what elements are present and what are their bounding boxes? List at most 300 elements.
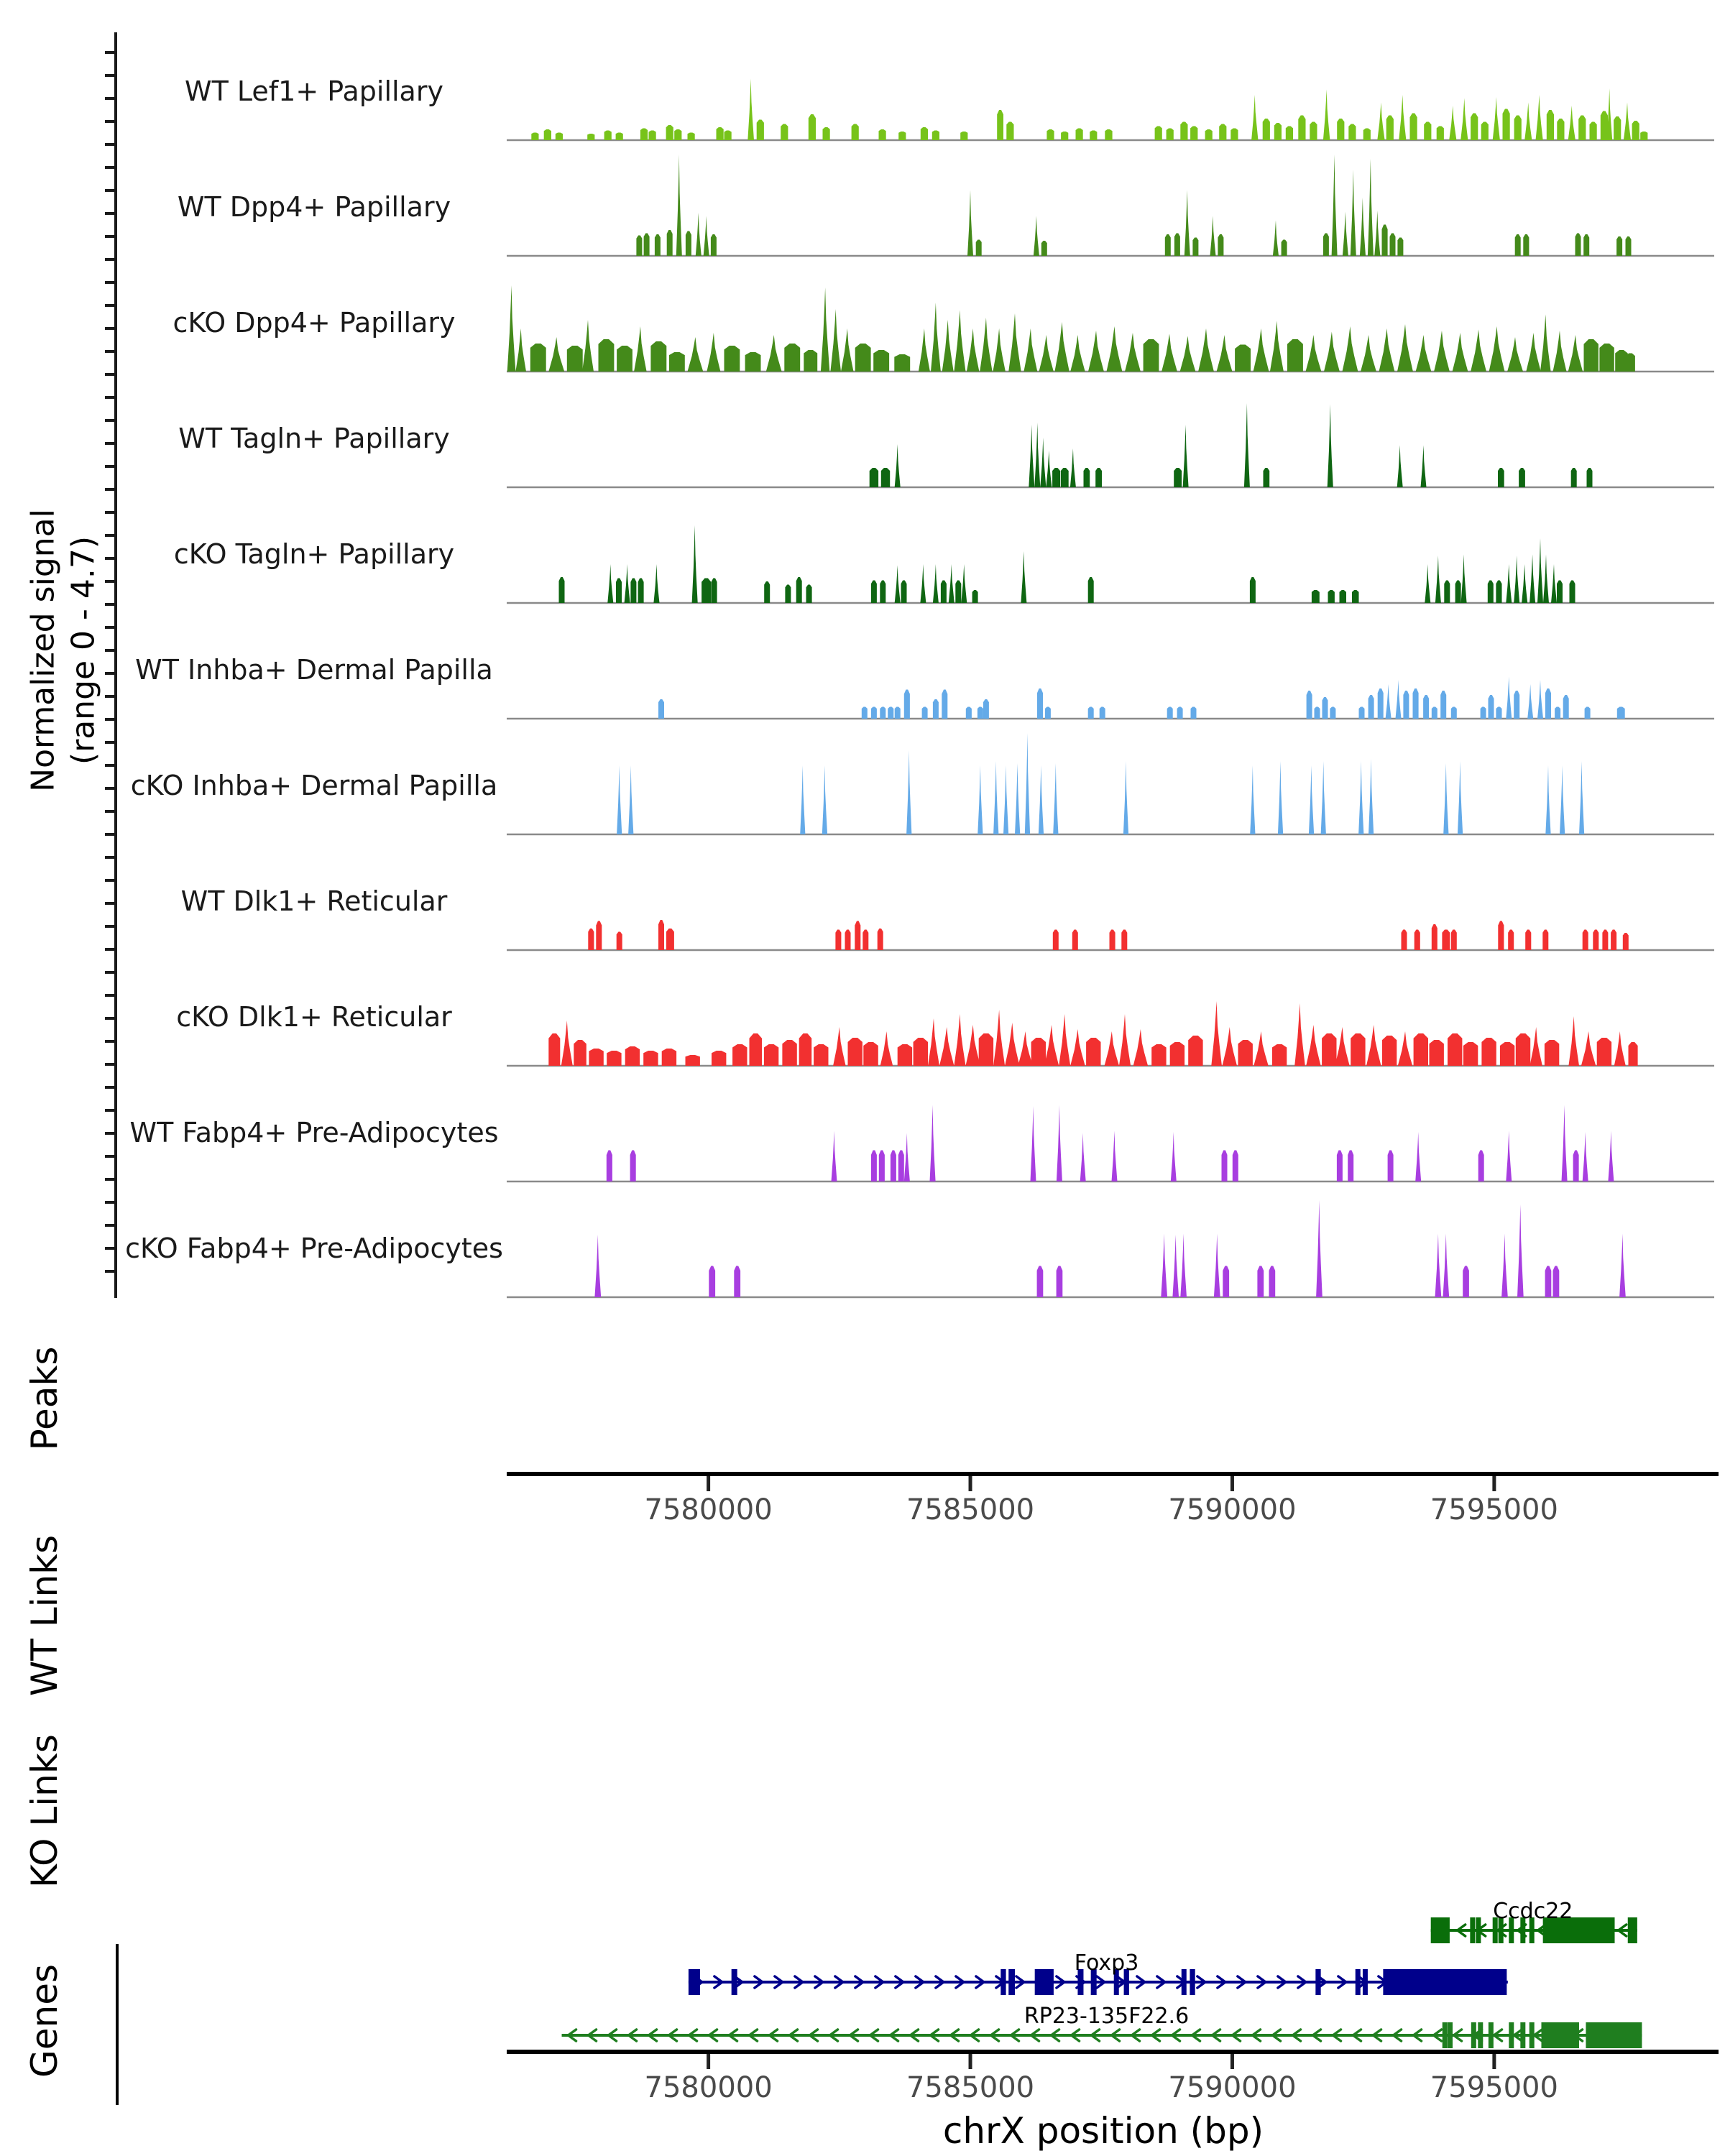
signal-peak — [1545, 1040, 1559, 1066]
signal-peak — [556, 133, 563, 141]
signal-peak — [1335, 1027, 1349, 1066]
signal-peak — [1611, 930, 1616, 951]
signal-peak — [1397, 238, 1403, 257]
signal-peak — [1471, 114, 1478, 141]
signal-peak — [1545, 1266, 1552, 1298]
gene-exon — [1182, 1969, 1187, 1995]
signal-peak — [1057, 1266, 1063, 1298]
signal-peak — [1351, 1033, 1365, 1066]
signal-peak — [1523, 234, 1529, 256]
signal-peak — [1031, 1038, 1046, 1066]
signal-peak — [1536, 95, 1543, 140]
signal-peak — [1629, 1042, 1638, 1066]
signal-peak — [1254, 328, 1269, 372]
signal-peak — [1478, 1151, 1484, 1182]
signal-peak — [914, 1038, 928, 1066]
signal-peak — [1180, 122, 1187, 141]
signal-peak — [1061, 132, 1068, 140]
signal-peak — [748, 79, 754, 141]
signal-peak — [607, 564, 613, 603]
signal-peak — [1488, 581, 1494, 604]
signal-peak — [1585, 707, 1591, 719]
position-axis-tick-label: 7590000 — [1168, 2071, 1297, 2104]
signal-peak — [1632, 121, 1639, 140]
signal-peak — [881, 468, 890, 487]
signal-peak — [1423, 695, 1429, 719]
signal-peak — [919, 328, 930, 372]
y-axis-label-line2: (range 0 - 4.7) — [65, 535, 102, 765]
signal-peak — [764, 1044, 778, 1066]
signal-peak — [616, 579, 622, 604]
signal-peak — [588, 929, 594, 950]
signal-peak — [928, 1018, 939, 1066]
signal-peak — [1039, 335, 1054, 372]
signal-peak — [835, 930, 841, 951]
signal-peak — [954, 1014, 965, 1066]
signal-peak — [1323, 234, 1329, 257]
signal-peak — [1294, 1003, 1305, 1066]
signal-peak — [1547, 110, 1554, 140]
signal-peak — [1105, 129, 1112, 140]
signal-peak — [1337, 1151, 1343, 1182]
signal-peak — [898, 132, 906, 140]
signal-peak — [920, 564, 926, 603]
gene-exon — [1471, 2022, 1476, 2048]
signal-peak — [1270, 321, 1284, 372]
position-axis-tick-label: 7595000 — [1430, 2071, 1558, 2104]
signal-peak — [1398, 1031, 1412, 1066]
signal-peak — [1174, 468, 1182, 487]
signal-peak — [1379, 328, 1395, 372]
signal-peak — [784, 344, 800, 372]
signal-peak — [1597, 1038, 1611, 1066]
signal-peak — [1046, 129, 1054, 140]
signal-peak — [1573, 1151, 1579, 1182]
signal-peak — [1307, 691, 1312, 719]
signal-peak — [1524, 103, 1532, 141]
signal-peak — [1054, 322, 1069, 372]
signal-peak — [1584, 339, 1598, 372]
signal-peak — [1390, 234, 1396, 257]
signal-peak — [898, 1044, 912, 1066]
track-label-5: cKO Tagln+ Papillary — [173, 538, 455, 570]
signal-peak — [1214, 1234, 1220, 1298]
signal-peak — [804, 350, 817, 372]
signal-peak — [1414, 1033, 1428, 1066]
signal-peak — [1031, 1106, 1036, 1181]
signal-peak — [1223, 1266, 1229, 1298]
signal-peak — [1057, 1105, 1062, 1182]
signal-peak — [1581, 1031, 1596, 1066]
signal-peak — [1088, 577, 1094, 603]
signal-peak — [1272, 1044, 1287, 1066]
signal-peak — [1123, 761, 1128, 834]
gene-exon — [1586, 2022, 1642, 2048]
signal-peak — [1402, 930, 1407, 951]
signal-track-5 — [507, 525, 1714, 603]
signal-peak — [1396, 680, 1402, 719]
signal-peak — [1397, 324, 1413, 372]
signal-peak — [1274, 123, 1282, 140]
signal-peak — [1324, 332, 1340, 372]
signal-track-2 — [507, 155, 1714, 256]
signal-peak — [1458, 761, 1463, 834]
signal-peak — [1298, 116, 1305, 141]
signal-peak — [993, 761, 998, 834]
signal-peak — [1617, 707, 1625, 719]
signal-peak — [1515, 234, 1521, 256]
gene-exon — [1628, 1917, 1637, 1943]
signal-peak — [1583, 234, 1589, 256]
signal-peak — [1527, 684, 1533, 719]
gene-exon — [1000, 1969, 1006, 1995]
track-label-4: WT Tagln+ Papillary — [178, 423, 450, 454]
signal-peak — [833, 1027, 846, 1066]
signal-peak — [1614, 1031, 1626, 1066]
signal-peak — [870, 468, 878, 487]
signal-peak — [1205, 129, 1213, 140]
signal-peak — [1244, 403, 1250, 487]
signal-peak — [978, 707, 983, 719]
signal-peak — [863, 1042, 878, 1066]
signal-peak — [662, 1049, 676, 1066]
signal-peak — [638, 579, 644, 604]
signal-peak — [630, 1151, 636, 1182]
signal-peak — [904, 690, 910, 719]
signal-peak — [1310, 122, 1317, 141]
signal-peak — [1481, 707, 1486, 719]
signal-peak — [1323, 90, 1330, 141]
signal-peak — [1021, 551, 1026, 603]
signal-peak — [967, 190, 973, 257]
signal-peak — [895, 444, 901, 487]
signal-peak — [1263, 119, 1270, 140]
signal-peak — [1363, 129, 1371, 141]
signal-peak — [932, 131, 939, 141]
signal-peak — [1264, 468, 1270, 487]
signal-peak — [1223, 1027, 1237, 1066]
signal-peak — [933, 699, 939, 719]
signal-peak — [967, 328, 980, 372]
signal-peak — [574, 1040, 586, 1066]
signal-peak — [1545, 688, 1551, 719]
signal-peak — [1230, 129, 1238, 141]
signal-peak — [1233, 1151, 1238, 1182]
signal-peak — [1254, 1031, 1268, 1066]
signal-peak — [1095, 468, 1102, 487]
signal-peak — [1332, 155, 1338, 256]
signal-peak — [1343, 326, 1358, 372]
signal-peak — [1309, 765, 1314, 834]
signal-peak — [809, 114, 816, 140]
gene-exon — [689, 1969, 700, 1995]
signal-peak — [1039, 765, 1044, 834]
signal-peak — [1562, 1105, 1568, 1182]
signal-peak — [1312, 590, 1320, 603]
peaks-axis-tick-label: 7580000 — [644, 1493, 773, 1526]
signal-peak — [1088, 707, 1094, 719]
signal-peak — [1191, 707, 1197, 719]
signal-peak — [781, 124, 788, 141]
signal-peak — [628, 765, 633, 834]
signal-peak — [1235, 345, 1251, 372]
signal-peak — [1443, 763, 1448, 834]
signal-peak — [980, 318, 992, 372]
signal-peak — [878, 929, 883, 950]
signal-peak — [1184, 190, 1190, 257]
signal-peak — [1218, 234, 1223, 256]
signal-peak — [939, 1027, 954, 1066]
signal-peak — [1506, 1131, 1512, 1182]
signal-peak — [757, 120, 764, 141]
signal-peak — [764, 581, 770, 603]
signal-peak — [1496, 581, 1501, 604]
signal-peak — [667, 230, 673, 256]
signal-peak — [658, 699, 664, 719]
position-axis-tick-label: 7585000 — [906, 2071, 1035, 2104]
signal-peak — [650, 341, 666, 372]
signal-peak — [1570, 581, 1576, 604]
signal-peak — [1052, 468, 1060, 487]
signal-peak — [954, 310, 965, 372]
signal-track-11 — [507, 1200, 1714, 1297]
signal-peak — [1080, 1133, 1086, 1182]
signal-peak — [796, 577, 802, 603]
signal-peak — [782, 1040, 796, 1066]
signal-peak — [1416, 335, 1432, 372]
signal-peak — [507, 285, 516, 372]
signal-peak — [901, 581, 907, 604]
gene-exon — [1035, 1969, 1054, 1995]
signal-peak — [1121, 930, 1127, 951]
signal-peak — [1161, 1234, 1167, 1298]
signal-peak — [1576, 234, 1581, 257]
signal-peak — [904, 1133, 910, 1182]
signal-peak — [1351, 170, 1356, 256]
signal-peak — [1545, 765, 1550, 834]
signal-peak — [1555, 707, 1560, 719]
signal-peak — [1414, 930, 1420, 951]
signal-peak — [1557, 581, 1563, 604]
signal-peak — [921, 127, 928, 140]
signal-peak — [993, 328, 1006, 372]
signal-peak — [515, 328, 526, 372]
signal-peak — [1443, 1234, 1450, 1298]
signal-peak — [1366, 1025, 1381, 1066]
signal-peak — [821, 287, 829, 372]
signal-peak — [880, 707, 886, 719]
signal-peak — [855, 344, 871, 372]
signal-peak — [688, 133, 695, 141]
signal-peak — [1506, 564, 1512, 603]
signal-peak — [1008, 313, 1021, 372]
y-axis-label-line1: Normalized signal — [24, 509, 62, 792]
signal-peak — [1125, 333, 1141, 372]
signal-peak — [852, 124, 859, 141]
signal-peak — [1593, 930, 1598, 951]
signal-peak — [1072, 930, 1078, 951]
signal-peak — [1471, 330, 1486, 372]
signal-peak — [1489, 326, 1505, 372]
signal-peak — [617, 765, 622, 834]
signal-peak — [686, 231, 691, 257]
signal-track-1 — [507, 79, 1714, 141]
signal-track-10 — [507, 1105, 1714, 1182]
signal-peak — [1219, 124, 1226, 141]
signal-peak — [1568, 335, 1583, 372]
signal-peak — [548, 1033, 560, 1066]
signal-peak — [1525, 930, 1531, 951]
section-label-peaks: Peaks — [24, 1346, 65, 1451]
signal-peak — [658, 920, 664, 950]
signal-peak — [1174, 234, 1180, 257]
signal-peak — [634, 326, 647, 372]
signal-peak — [1560, 765, 1565, 834]
signal-peak — [1421, 446, 1427, 488]
signal-peak — [845, 930, 851, 951]
signal-peak — [888, 707, 893, 719]
signal-peak — [1358, 761, 1363, 834]
signal-peak — [1507, 337, 1523, 372]
gene-exon — [1431, 1917, 1450, 1943]
signal-peak — [1553, 331, 1567, 372]
signal-peak — [712, 1051, 726, 1066]
signal-peak — [1088, 331, 1104, 372]
signal-track-8 — [507, 920, 1714, 950]
gene-label-Foxp3: Foxp3 — [1074, 1950, 1139, 1976]
signal-peak — [832, 1131, 837, 1182]
signal-peak — [1015, 763, 1020, 834]
signal-peak — [636, 236, 642, 257]
signal-peak — [1167, 707, 1173, 719]
signal-peak — [966, 707, 972, 719]
signal-peak — [1415, 1132, 1421, 1181]
signal-peak — [1413, 688, 1419, 719]
track-label-1: WT Lef1+ Papillary — [185, 75, 443, 107]
signal-peak — [1034, 423, 1040, 487]
signal-peak — [1451, 707, 1457, 719]
signal-peak — [1003, 765, 1008, 834]
signal-peak — [1551, 564, 1557, 603]
signal-peak — [712, 579, 717, 604]
signal-peak — [823, 127, 830, 140]
signal-peak — [906, 750, 911, 834]
signal-peak — [1508, 930, 1514, 951]
gene-exon — [1520, 2022, 1525, 2048]
signal-peak — [785, 585, 791, 604]
signal-peak — [607, 1051, 621, 1066]
signal-peak — [587, 134, 594, 140]
signal-peak — [1119, 1014, 1131, 1066]
signal-peak — [1306, 1025, 1320, 1066]
track-label-10: WT Fabp4+ Pre-Adipocytes — [129, 1117, 499, 1148]
signal-peak — [1455, 581, 1461, 604]
signal-peak — [1257, 1266, 1264, 1298]
signal-peak — [1250, 577, 1256, 603]
signal-peak — [1386, 684, 1392, 719]
signal-peak — [1046, 451, 1052, 487]
signal-peak — [983, 699, 989, 719]
signal-peak — [707, 333, 720, 372]
signal-peak — [1399, 95, 1406, 140]
signal-peak — [1053, 930, 1059, 951]
signal-peak — [1165, 234, 1171, 256]
signal-peak — [1430, 1040, 1444, 1066]
signal-peak — [1273, 221, 1279, 257]
signal-peak — [1623, 933, 1629, 950]
signal-peak — [862, 707, 868, 719]
signal-peak — [745, 352, 761, 372]
signal-peak — [1172, 1235, 1179, 1297]
signal-peak — [1506, 677, 1512, 719]
gene-exon — [1383, 1969, 1506, 1995]
signal-peak — [640, 129, 648, 141]
signal-peak — [1211, 1001, 1222, 1066]
signal-peak — [625, 564, 630, 603]
signal-peak — [655, 234, 661, 256]
gene-exon — [1448, 2022, 1453, 2048]
signal-peak — [1514, 556, 1519, 603]
signal-peak — [1315, 707, 1320, 719]
signal-peak — [895, 566, 901, 604]
signal-peak — [1321, 761, 1326, 834]
signal-track-4 — [507, 403, 1714, 487]
signal-peak — [1180, 1234, 1187, 1298]
signal-peak — [848, 1038, 862, 1066]
signal-peak — [855, 921, 860, 951]
signal-peak — [599, 339, 615, 372]
signal-peak — [1177, 707, 1183, 719]
signal-peak — [880, 581, 886, 604]
signal-peak — [1112, 1131, 1118, 1182]
signal-peak — [1453, 333, 1468, 372]
peaks-axis-tick-label: 7595000 — [1430, 1493, 1558, 1526]
signal-peak — [1626, 354, 1635, 372]
signal-peak — [561, 1021, 573, 1066]
signal-peak — [1348, 124, 1356, 141]
signal-peak — [530, 344, 546, 372]
signal-peak — [1451, 930, 1457, 951]
signal-peak — [696, 213, 702, 256]
signal-peak — [1061, 468, 1069, 487]
signal-peak — [1155, 126, 1162, 141]
track-label-6: WT Inhba+ Dermal Papilla — [135, 654, 493, 686]
signal-peak — [669, 352, 685, 372]
signal-peak — [1034, 216, 1039, 257]
signal-peak — [873, 350, 889, 372]
signal-peak — [891, 1151, 896, 1182]
signal-peak — [1619, 1234, 1626, 1298]
gene-label-Ccdc22: Ccdc22 — [1493, 1899, 1573, 1924]
signal-peak — [1222, 1151, 1228, 1182]
signal-peak — [898, 1151, 904, 1182]
signal-peak — [1403, 691, 1409, 719]
signal-peak — [1306, 335, 1322, 372]
signal-peak — [1037, 1266, 1044, 1298]
signal-peak — [1601, 111, 1608, 141]
signal-peak — [1040, 438, 1046, 487]
signal-peak — [1029, 425, 1034, 487]
signal-peak — [1437, 126, 1444, 141]
signal-peak — [1133, 1029, 1148, 1066]
signal-peak — [1343, 212, 1348, 257]
signal-peak — [830, 309, 841, 372]
section-label-wt-links: WT Links — [24, 1534, 65, 1697]
signal-peak — [1608, 1131, 1614, 1182]
signal-peak — [531, 133, 538, 141]
signal-peak — [1481, 1038, 1496, 1066]
signal-peak — [1540, 315, 1551, 372]
